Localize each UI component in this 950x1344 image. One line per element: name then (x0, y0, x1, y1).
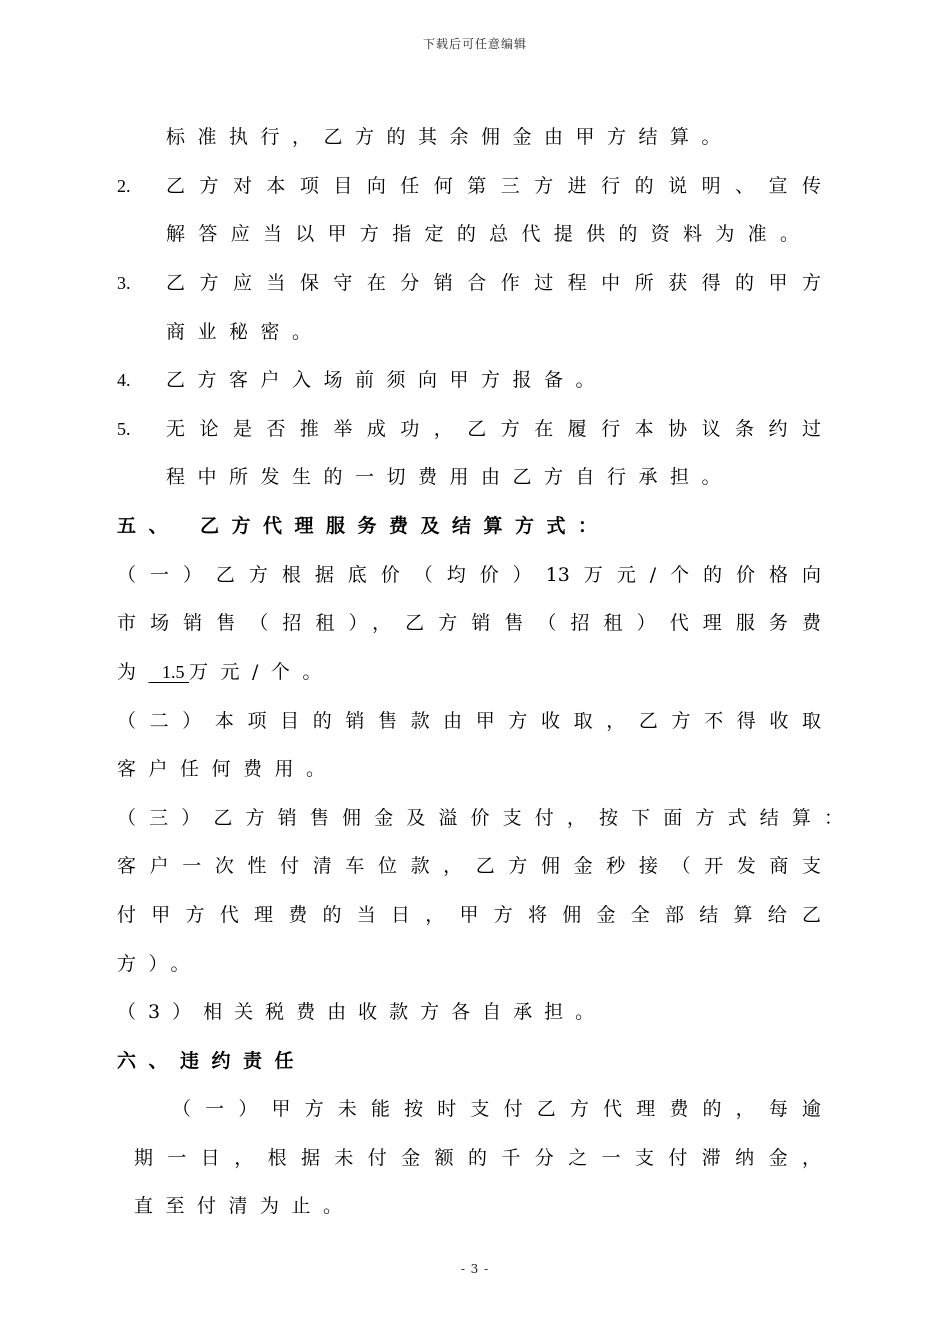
page-number: - 3 - (460, 1262, 490, 1276)
item1-continuation: 标准执行，乙方的其余佣金由甲方结算。 (166, 126, 734, 148)
item2-number: 2. (117, 176, 131, 196)
section6-p1-line2: 期一日，根据未付金额的千分之一支付滞纳金， (134, 1147, 821, 1169)
service-fee-amount: 1.5 (148, 662, 190, 682)
item4-number: 4. (117, 370, 131, 390)
section5-p1-line3 (117, 660, 334, 684)
section5-p3-line4: 方）。 (117, 953, 203, 975)
item3-number: 3. (117, 273, 131, 293)
item3-line1: 乙方应当保守在分销合作过程中所获得的甲方 (166, 272, 821, 294)
section5-p2-line1: （二）本项目的销售款由甲方收取，乙方不得收取 (117, 710, 821, 732)
section5-heading-title: 乙方代理服务费及结算方式： (200, 515, 610, 537)
section5-heading-prefix: 五、 (117, 515, 181, 537)
page-header: 下载后可任意编辑 (422, 37, 527, 51)
section5-p3-line1: （三）乙方销售佣金及溢价支付，按下面方式结算： (117, 807, 843, 829)
section6-p1-line3: 直至付清为止。 (134, 1195, 355, 1217)
item4-line1: 乙方客户入场前须向甲方报备。 (166, 369, 608, 391)
section6-p1-line1: （一）甲方未能按时支付乙方代理费的，每逾 (172, 1098, 821, 1120)
item5-line1: 无论是否推举成功，乙方在履行本协议条约过 (166, 418, 821, 440)
section6-heading: 六、违约责任 (117, 1050, 307, 1072)
section5-p1-line2: 市场销售（招租），乙方销售（招租）代理服务费 (117, 612, 821, 634)
item2-line1: 乙方对本项目向任何第三方进行的说明、宣传 (166, 175, 821, 197)
section5-p3-line2: 客户一次性付清车位款，乙方佣金秒接（开发商支 (117, 855, 821, 877)
item5-number: 5. (117, 419, 131, 439)
item2-line2: 解答应当以甲方指定的总代提供的资料为准。 (166, 223, 799, 245)
section5-p1-prefix: 为 (117, 661, 149, 683)
section5-p1-suffix: 万元/个。 (189, 661, 334, 683)
section5-p2-line2: 客户任何费用。 (117, 758, 338, 780)
item5-line2: 程中所发生的一切费用由乙方自行承担。 (166, 466, 734, 488)
section5-p1-line1: （一）乙方根据底价（均价）13万元/个的价格向 (117, 564, 821, 586)
item3-line2: 商业秘密。 (166, 321, 324, 343)
section5-p3-line3: 付甲方代理费的当日，甲方将佣金全部结算给乙 (117, 904, 821, 926)
section5-p4-line1: （3）相关税费由收款方各自承担。 (117, 1001, 607, 1023)
